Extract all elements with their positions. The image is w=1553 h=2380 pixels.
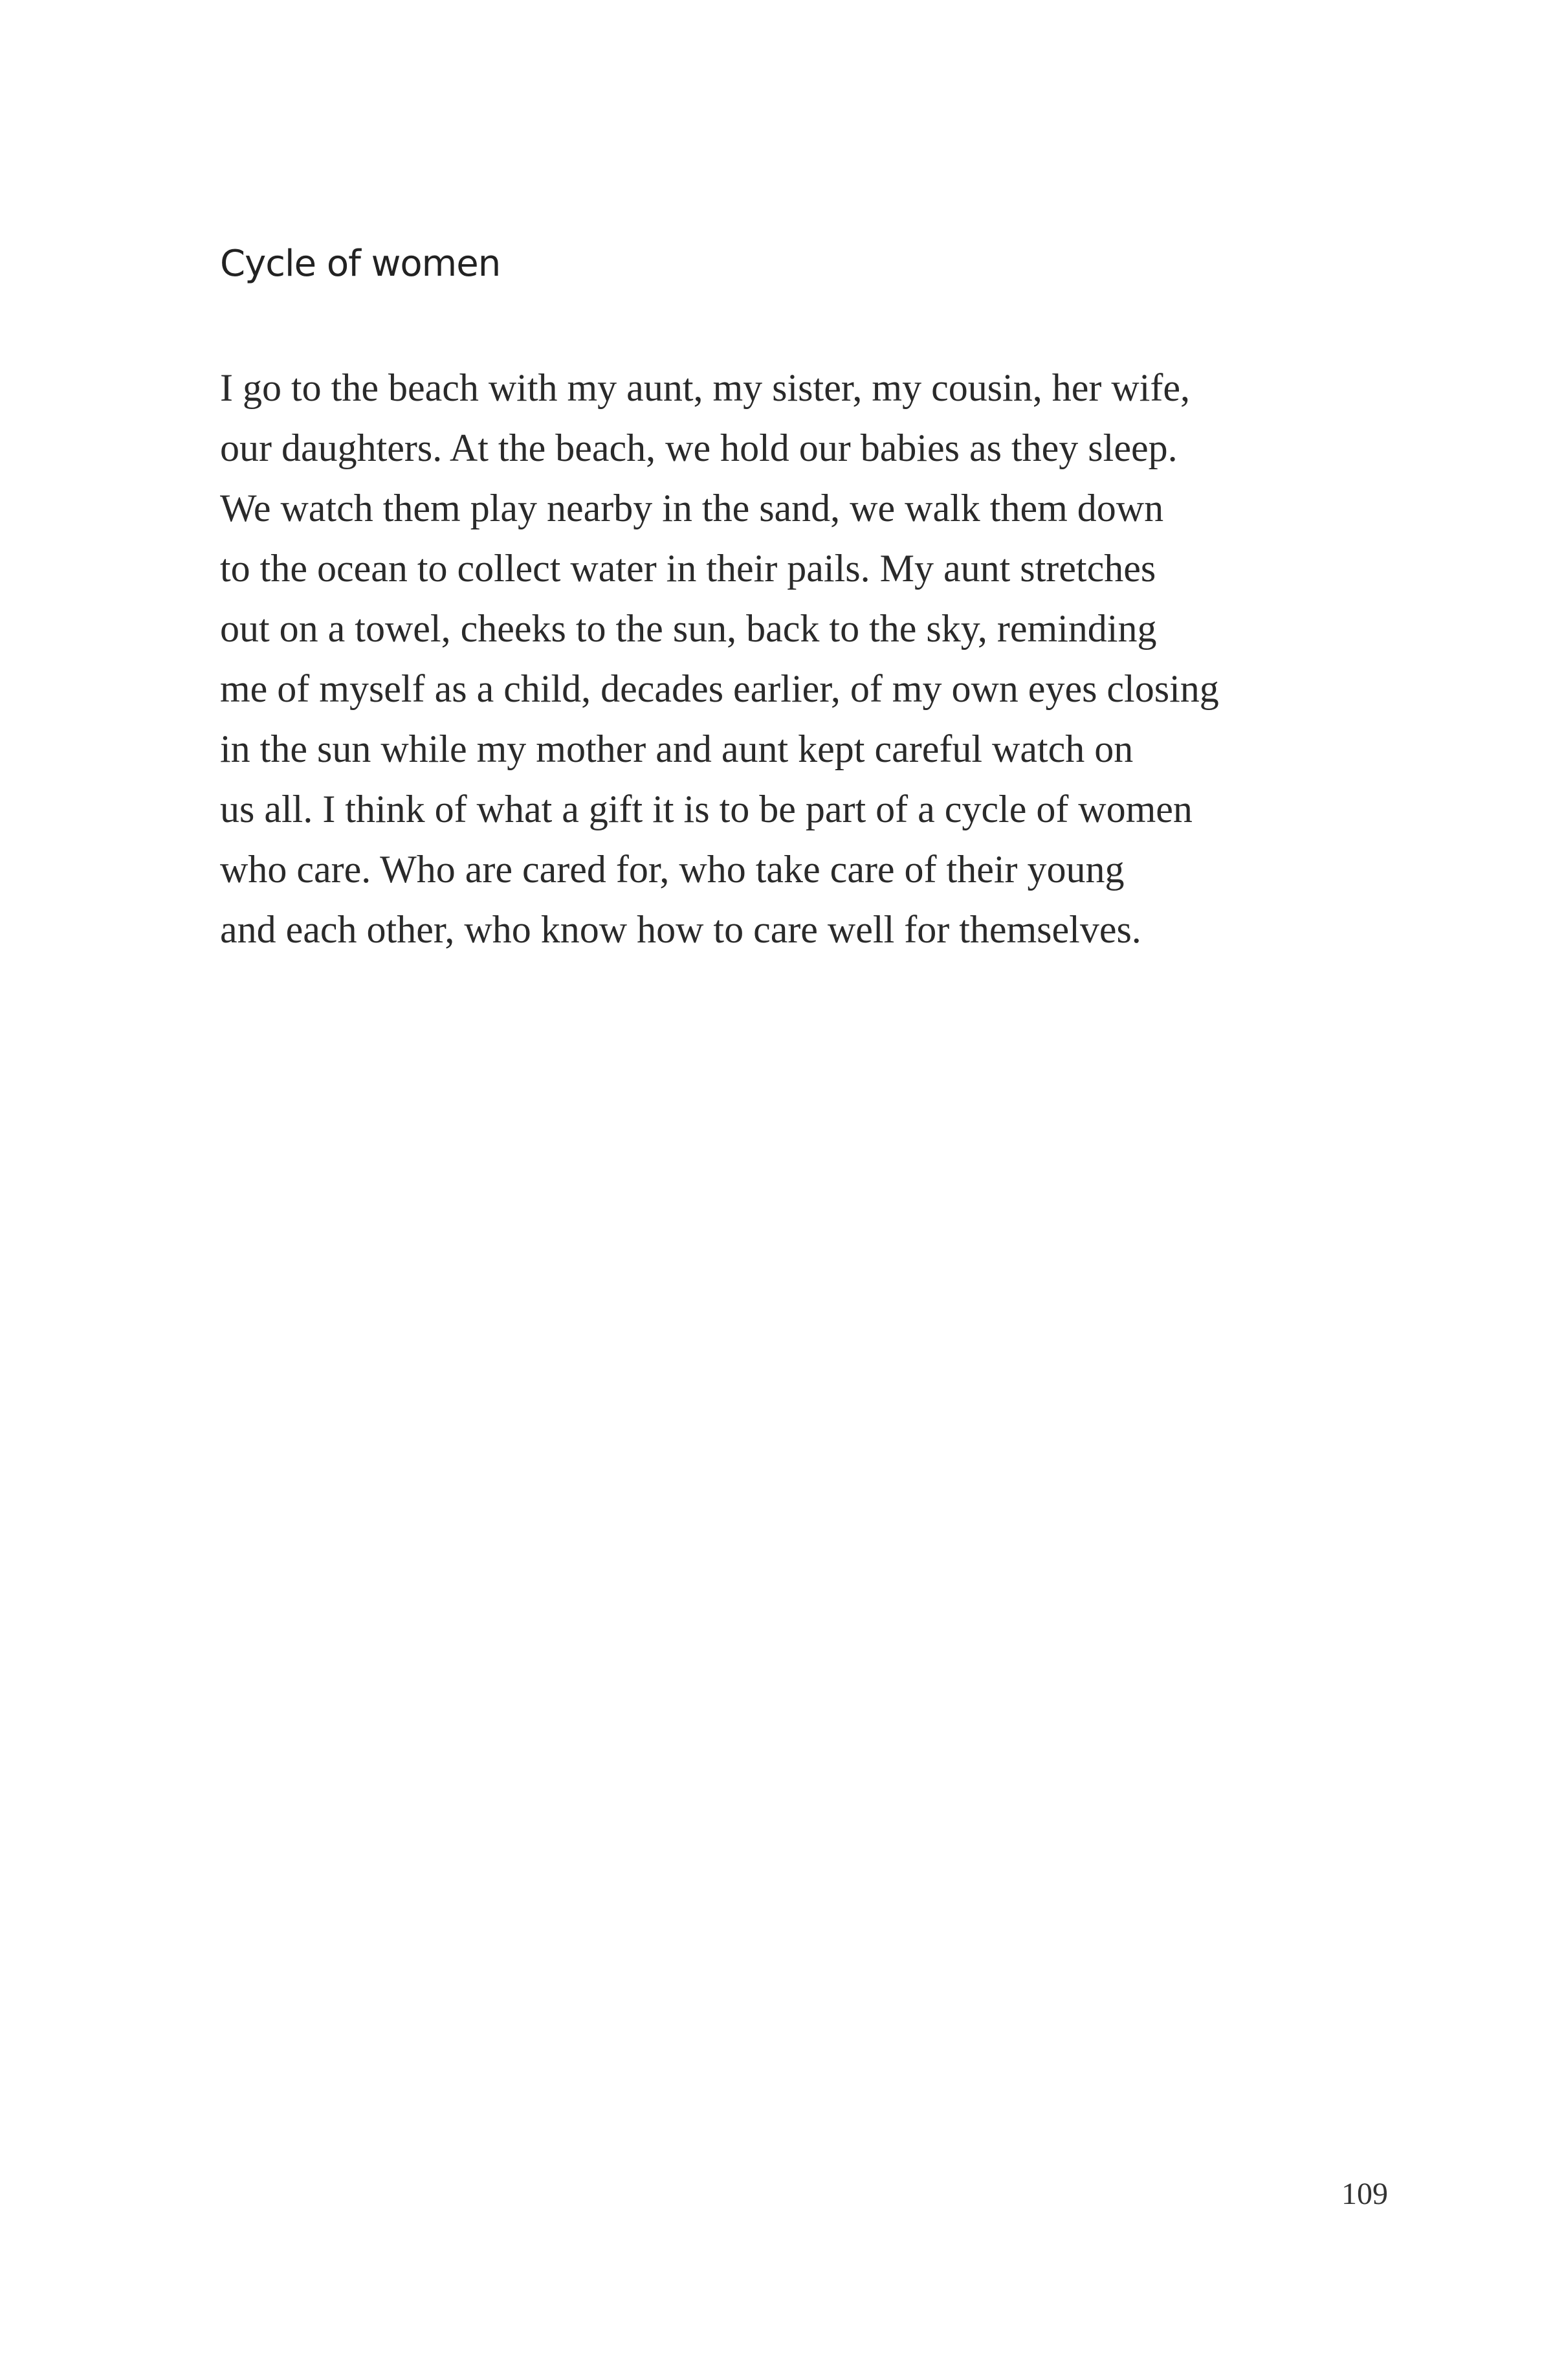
paragraph-line: in the sun while my mother and aunt kept careful watch on [220,728,1134,770]
paragraph-line: us all. I think of what a gift it is to be part of a cycle of women [220,788,1193,830]
page-number: 109 [1341,2177,1388,2211]
page-title: Cycle of women [220,243,501,285]
paragraph-line: who care. Who are cared for, who take care of their young [220,848,1125,891]
paragraph-line: We watch them play nearby in the sand, we walk them down [220,487,1164,529]
paragraph-line: out on a towel, cheeks to the sun, back to the sky, reminding [220,607,1157,650]
paragraph-line: I go to the beach with my aunt, my sister, my cousin, her wife, [220,366,1190,409]
paragraph-line: our daughters. At the beach, we hold our babies as they sleep. [220,427,1178,469]
body-paragraph [220,358,1219,960]
paragraph-line: me of myself as a child, decades earlier, of my own eyes closing [220,667,1219,710]
paragraph-line: to the ocean to collect water in their pails. My aunt stretches [220,547,1156,590]
paragraph-line: and each other, who know how to care well for themselves. [220,908,1141,951]
